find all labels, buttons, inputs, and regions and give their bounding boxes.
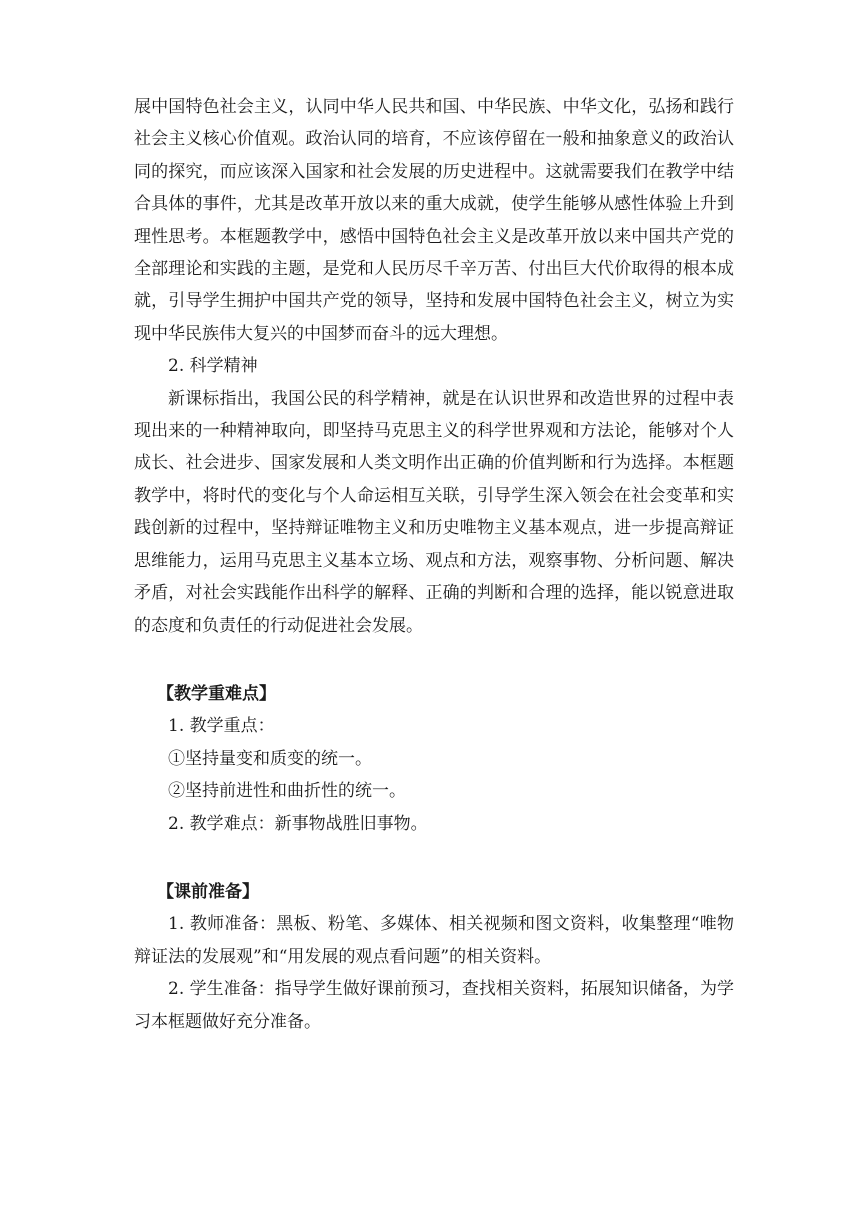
focus-item: ①坚持量变和质变的统一。	[168, 748, 372, 769]
teacher-preparation: 1. 教师准备：黑板、粉笔、多媒体、相关视频和图文资料，收集整理“唯物辩证法的发展观”和“用发展的观点看问题”的相关资料。	[134, 914, 734, 967]
section-gap	[134, 642, 734, 678]
science-spirit-title: 2. 科学精神	[168, 356, 258, 377]
key-points-heading: 【教学重难点】	[157, 683, 276, 704]
difficulty-line: 2. 教学难点：新事物战胜旧事物。	[168, 813, 428, 834]
student-preparation: 2. 学生准备：指导学生做好课前预习，查找相关资料，拓展知识储备，为学习本框题做好充分准备。	[134, 979, 734, 1032]
focus-label: 1. 教学重点：	[168, 716, 275, 737]
intro-paragraph: 展中国特色社会主义，认同中华人民共和国、中华民族、中华文化，弘扬和践行社会主义核心价值观。政治认同的培育，不应该停留在一般和抽象意义的政治认同的探究，而应该深入国家和社会发展的历史进程中。这就需要我们在教学中结合具体的事件，尤其是改革开放以来的重大成就，使学生能够从感性体验上升到理性思考。本框题教学中，感悟中国特色社会主义是改革开放以来中国共产党的全部理论和实践的主题，是党和人民历尽千辛万苦、付出巨大代价取得的根本成就，引导学生拥护中国共产党的领导，坚持和发展中国特色社会主义，树立为实现中华民族伟大复兴的中国梦而奋斗的远大理想。	[134, 97, 734, 344]
section-gap	[134, 840, 734, 876]
preparation-heading: 【课前准备】	[157, 881, 259, 902]
text-column	[134, 91, 734, 1038]
focus-item: ②坚持前进性和曲折性的统一。	[168, 781, 406, 802]
science-spirit-body: 新课标指出，我国公民的科学精神，就是在认识世界和改造世界的过程中表现出来的一种精神取向，即坚持马克思主义的科学世界观和方法论，能够对个人成长、社会进步、国家发展和人类文明作出正确的价值判断和行为选择。本框题教学中，将时代的变化与个人命运相互关联，引导学生深入领会在社会变革和实践创新的过程中，坚持辩证唯物主义和历史唯物主义基本观点，进一步提高辩证思维能力，运用马克思主义基本立场、观点和方法，观察事物、分析问题、解决矛盾，对社会实践能作出科学的解释、正确的判断和合理的选择，能以锐意进取的态度和负责任的行动促进社会发展。	[134, 388, 734, 636]
